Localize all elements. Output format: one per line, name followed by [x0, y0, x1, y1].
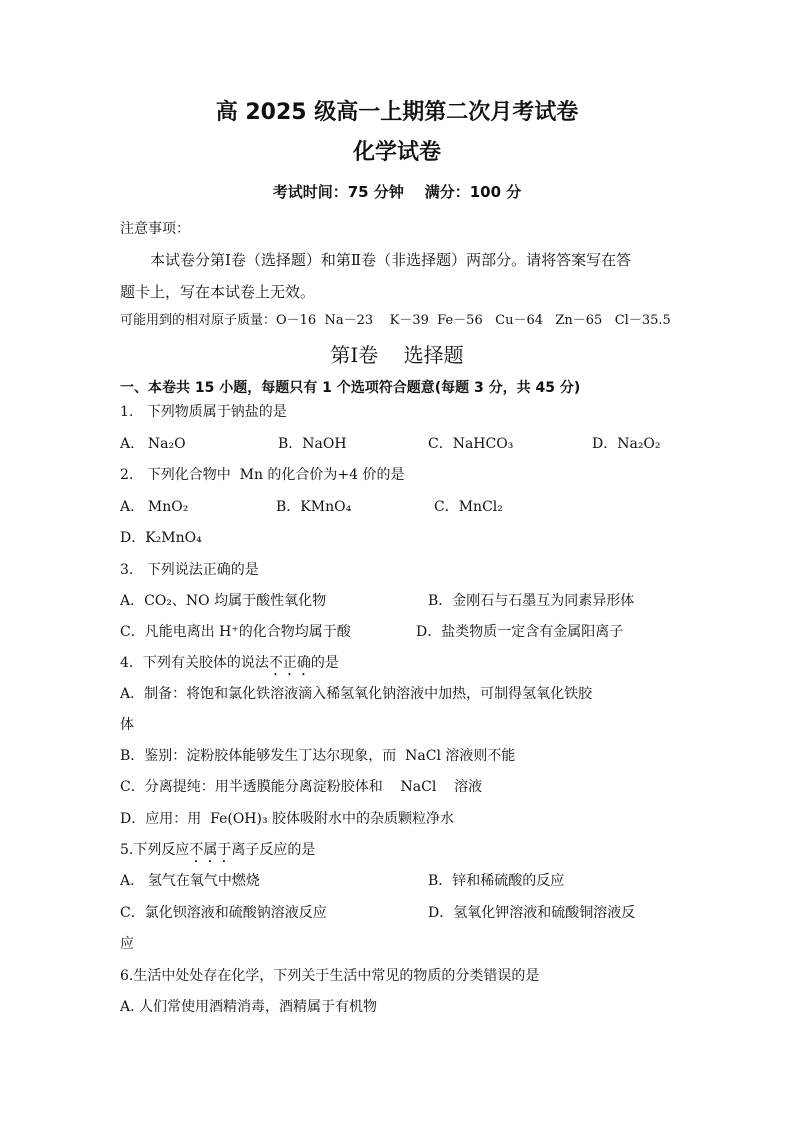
question-6-stem: 6.生活中处处存在化学，下列关于生活中常见的物质的分类错误的是	[120, 968, 540, 984]
exam-title: 高 2025 级高一上期第二次月考试卷	[215, 100, 579, 125]
q3-option-a: A．CO₂、NO 均属于酸性氧化物	[120, 593, 327, 609]
q2-option-d: D．K₂MnO₄	[120, 530, 202, 546]
q1-option-a: A. Na₂O	[120, 436, 186, 452]
q4-stem-suffix: 的是	[310, 655, 339, 671]
q4-option-a-line1: A．制备：将饱和氯化铁溶液滴入稀氢氧化钠溶液中加热，可制得氢氧化铁胶	[120, 686, 593, 702]
q4-stem-prefix: 4．下列有关胶体的说法	[120, 655, 269, 671]
q4-option-a-line2: 体	[120, 717, 134, 733]
question-5-stem	[120, 840, 315, 866]
q1-option-c: C．NaHCO₃	[428, 436, 514, 452]
q5-option-d-line2: 应	[120, 936, 134, 952]
question-3-stem: 3. 下列说法正确的是	[120, 562, 259, 578]
q1-option-d: D．Na₂O₂	[592, 436, 661, 452]
subject-title: 化学试卷	[352, 140, 441, 165]
question-4-stem	[120, 653, 339, 679]
question-2-stem: 2. 下列化合物中 Mn 的化合价为+4 价的是	[120, 467, 405, 483]
q4-option-b: B．鉴别：淀粉胶体能够发生丁达尔现象，而 NaCl 溶液则不能	[120, 748, 516, 764]
q5-option-b: B．锌和稀硫酸的反应	[428, 873, 565, 889]
q5-option-a: A. 氢气在氧气中燃烧	[120, 873, 260, 889]
notice-body-line1: 本试卷分第Ⅰ卷（选择题）和第Ⅱ卷（非选择题）两部分。请将答案写在答	[150, 251, 632, 269]
q4-option-d: D．应用：用 Fe(OH)₃ 胶体吸附水中的杂质颗粒净水	[120, 811, 455, 827]
q3-option-d: D．盐类物质一定含有金属阳离子	[416, 624, 624, 640]
notice-heading: 注意事项：	[120, 221, 190, 237]
notice-body-line2: 题卡上，写在本试卷上无效。	[120, 283, 316, 301]
question-1-stem: 1. 下列物质属于钠盐的是	[120, 404, 287, 420]
q4-option-c: C．分离提纯：用半透膜能分离淀粉胶体和 NaCl 溶液	[120, 779, 483, 795]
q5-stem-suffix: 离子反应的是	[231, 842, 316, 858]
atomic-masses: 可能用到的相对原子质量：O－16 Na－23 K－39 Fe－56 Cu－64 Zn－65 Cl－35.5	[120, 313, 671, 328]
q2-option-c: C．MnCl₂	[434, 499, 503, 515]
q3-option-b: B．金刚石与石墨互为同素异形体	[428, 593, 635, 609]
section-title: 第Ⅰ卷 选择题	[330, 343, 464, 367]
q5-stem-prefix: 5.下列反应	[120, 842, 190, 858]
q3-option-c: C．凡能电离出 H⁺的化合物均属于酸	[120, 624, 351, 640]
q2-option-b: B．KMnO₄	[276, 499, 352, 515]
q2-option-a: A. MnO₂	[120, 499, 189, 515]
q5-option-d-line1: D．氢氧化钾溶液和硫酸铜溶液反	[428, 905, 636, 921]
q5-option-c: C．氯化钡溶液和硫酸钠溶液反应	[120, 905, 327, 921]
q6-option-a: A. 人们常使用酒精消毒，酒精属于有机物	[120, 999, 378, 1015]
exam-info: 考试时间：75 分钟 满分：100 分	[272, 183, 522, 201]
q4-stem-emphasis: 不正确	[268, 655, 311, 671]
q5-stem-emphasis: 不属于	[189, 842, 232, 858]
section-instruction: 一、本卷共 15 小题，每题只有 1 个选项符合题意(每题 3 分，共 45 分)	[120, 380, 581, 396]
q1-option-b: B．NaOH	[278, 436, 347, 452]
